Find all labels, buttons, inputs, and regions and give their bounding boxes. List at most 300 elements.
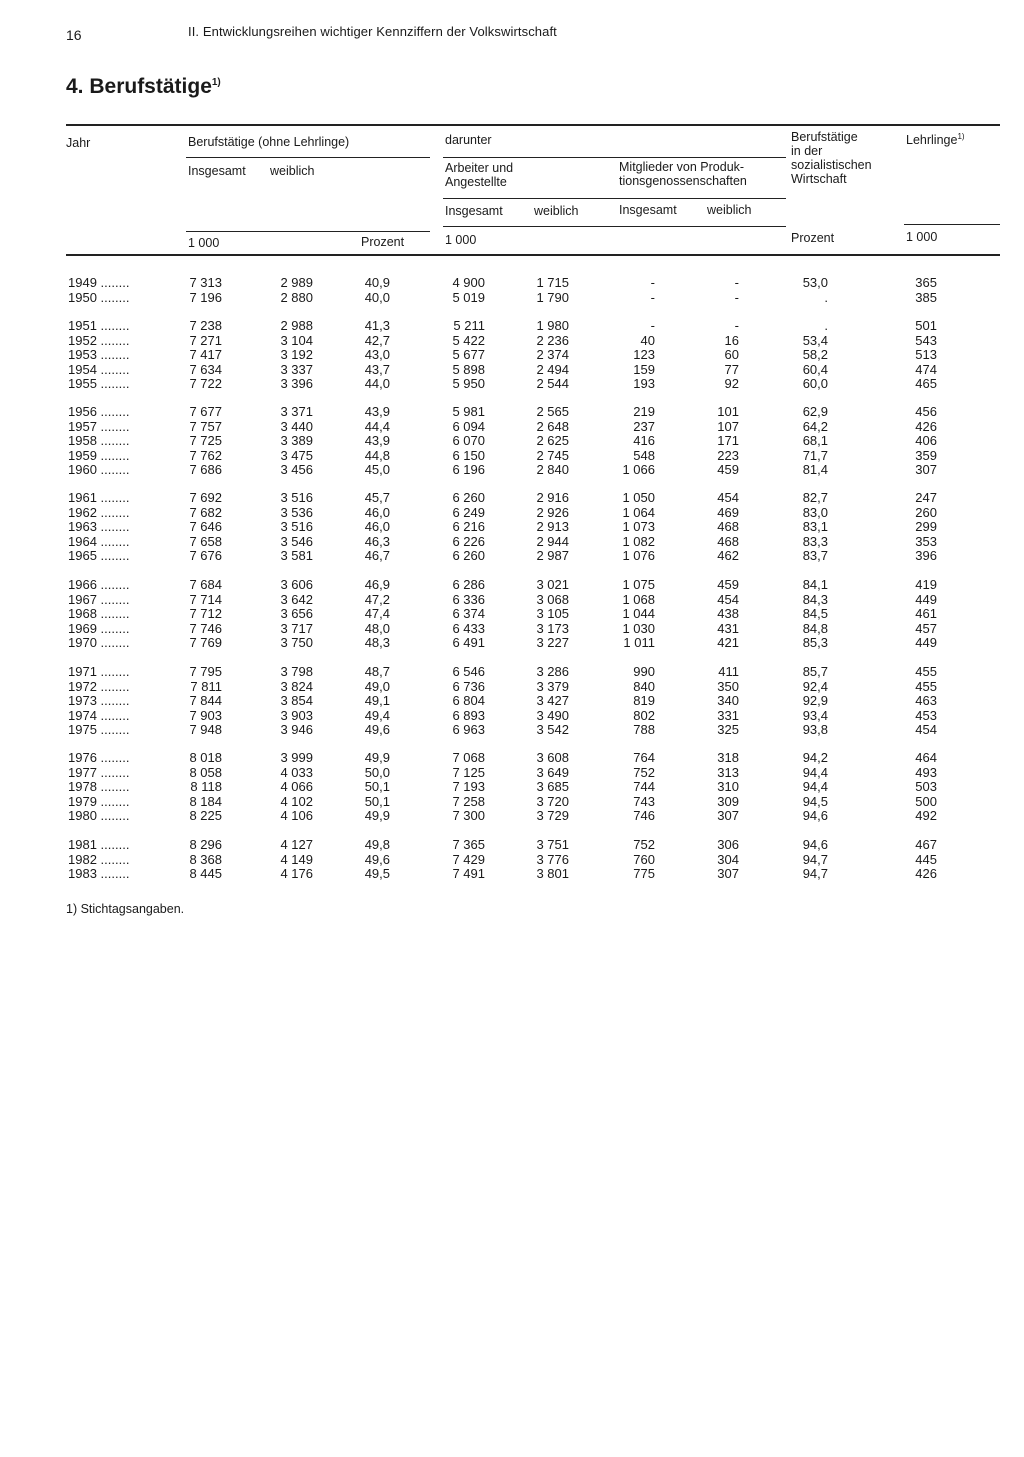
cell-arbeiter-insgesamt: 6 094 bbox=[452, 418, 485, 434]
cell-arbeiter-insgesamt: 6 804 bbox=[452, 693, 485, 708]
cell-mitglieder-insgesamt: 802 bbox=[633, 707, 655, 723]
cell-insgesamt: 7 769 bbox=[189, 635, 222, 650]
cell-mitglieder-insgesamt: - bbox=[650, 275, 655, 290]
cell-lehrlinge: 453 bbox=[915, 707, 937, 723]
cell-mitglieder-weiblich: 223 bbox=[717, 447, 739, 463]
cell-mitglieder-insgesamt: 990 bbox=[633, 664, 655, 679]
cell-arbeiter-insgesamt: 6 226 bbox=[452, 533, 485, 549]
cell-arbeiter-weiblich: 2 987 bbox=[536, 548, 569, 563]
cell-weiblich: 3 516 bbox=[280, 519, 313, 534]
cell-sozial-prozent: 85,3 bbox=[802, 635, 828, 650]
cell-insgesamt: 7 238 bbox=[189, 318, 222, 333]
cell-mitglieder-weiblich: 411 bbox=[718, 664, 739, 679]
cell-jahr: 1959 ........ bbox=[68, 447, 130, 463]
cell-arbeiter-weiblich: 3 227 bbox=[536, 635, 569, 650]
cell-lehrlinge: 465 bbox=[915, 376, 937, 391]
cell-sozial-prozent: 94,7 bbox=[802, 866, 828, 881]
cell-insgesamt: 8 118 bbox=[190, 779, 222, 794]
cell-arbeiter-weiblich: 2 625 bbox=[536, 433, 569, 448]
cell-sozial-prozent: 92,9 bbox=[802, 693, 828, 708]
cell-jahr: 1978 ........ bbox=[68, 779, 130, 794]
cell-lehrlinge: 454 bbox=[915, 722, 937, 737]
cell-arbeiter-insgesamt: 5 898 bbox=[452, 361, 485, 377]
cell-weiblich: 3 371 bbox=[280, 404, 313, 419]
cell-weiblich: 4 127 bbox=[280, 837, 313, 852]
darunter-group-rule bbox=[443, 157, 786, 158]
cell-weiblich: 4 102 bbox=[280, 793, 313, 809]
cell-mitglieder-insgesamt: 1 011 bbox=[623, 635, 655, 650]
col-mitglieder-line2: tionsgenossenschaften bbox=[619, 174, 747, 188]
cell-lehrlinge: 513 bbox=[915, 347, 937, 362]
cell-mitglieder-weiblich: - bbox=[734, 275, 739, 290]
cell-prozent: 48,7 bbox=[364, 664, 390, 679]
page-number: 16 bbox=[66, 27, 82, 43]
cell-sozial-prozent: 83,7 bbox=[802, 548, 828, 563]
cell-prozent: 46,7 bbox=[364, 548, 390, 563]
cell-insgesamt: 8 445 bbox=[189, 866, 222, 881]
cell-arbeiter-insgesamt: 5 019 bbox=[452, 289, 485, 305]
cell-mitglieder-insgesamt: - bbox=[650, 289, 655, 305]
cell-jahr: 1969 ........ bbox=[68, 620, 130, 636]
cell-prozent: 47,2 bbox=[364, 591, 390, 607]
cell-jahr: 1956 ........ bbox=[68, 404, 130, 419]
cell-jahr: 1950 ........ bbox=[68, 289, 130, 305]
cell-jahr: 1976 ........ bbox=[68, 750, 130, 765]
cell-weiblich: 3 717 bbox=[280, 620, 313, 636]
cell-lehrlinge: 396 bbox=[915, 548, 937, 563]
cell-weiblich: 3 642 bbox=[280, 591, 313, 607]
cell-insgesamt: 7 677 bbox=[189, 404, 222, 419]
cell-lehrlinge: 543 bbox=[915, 332, 937, 348]
cell-jahr: 1964 ........ bbox=[68, 533, 130, 549]
cell-mitglieder-weiblich: 307 bbox=[717, 866, 739, 881]
cell-arbeiter-weiblich: 3 720 bbox=[536, 793, 569, 809]
cell-mitglieder-weiblich: 468 bbox=[717, 533, 739, 549]
cell-arbeiter-insgesamt: 4 900 bbox=[452, 275, 485, 290]
cell-mitglieder-insgesamt: 1 076 bbox=[622, 548, 655, 563]
cell-prozent: 43,7 bbox=[364, 361, 390, 377]
cell-insgesamt: 7 725 bbox=[189, 433, 222, 448]
cell-mitglieder-weiblich: 306 bbox=[717, 837, 739, 852]
cell-prozent: 49,6 bbox=[364, 722, 390, 737]
cell-prozent: 49,5 bbox=[364, 866, 390, 881]
cell-sozial-prozent: 82,7 bbox=[802, 490, 828, 505]
cell-mitglieder-weiblich: - bbox=[734, 318, 739, 333]
cell-lehrlinge: 247 bbox=[915, 490, 937, 505]
cell-jahr: 1973 ........ bbox=[68, 693, 130, 708]
cell-mitglieder-weiblich: 454 bbox=[717, 490, 739, 505]
cell-sozial-prozent: 94,5 bbox=[802, 793, 828, 809]
cell-insgesamt: 8 296 bbox=[189, 837, 222, 852]
cell-mitglieder-insgesamt: 548 bbox=[633, 447, 655, 463]
table-title-text: 4. Berufstätige bbox=[66, 75, 212, 98]
cell-arbeiter-insgesamt: 6 433 bbox=[452, 620, 485, 636]
cell-lehrlinge: 493 bbox=[915, 764, 937, 780]
cell-mitglieder-weiblich: 101 bbox=[717, 404, 739, 419]
cell-prozent: 49,4 bbox=[364, 707, 390, 723]
cell-jahr: 1971 ........ bbox=[68, 664, 130, 679]
cell-lehrlinge: 461 bbox=[915, 606, 937, 621]
cell-arbeiter-weiblich: 2 565 bbox=[536, 404, 569, 419]
cell-arbeiter-insgesamt: 6 196 bbox=[452, 462, 485, 477]
cell-prozent: 44,0 bbox=[364, 376, 390, 391]
cell-insgesamt: 7 746 bbox=[189, 620, 222, 636]
cell-mitglieder-insgesamt: 1 073 bbox=[622, 519, 655, 534]
cell-lehrlinge: 419 bbox=[915, 577, 937, 592]
cell-weiblich: 3 903 bbox=[280, 707, 313, 723]
cell-mitglieder-weiblich: 468 bbox=[717, 519, 739, 534]
cell-sozial-prozent: 83,0 bbox=[802, 504, 828, 520]
cell-arbeiter-insgesamt: 6 216 bbox=[452, 519, 485, 534]
cell-lehrlinge: 467 bbox=[915, 837, 937, 852]
cell-sozial-prozent: 84,3 bbox=[802, 591, 828, 607]
cell-arbeiter-weiblich: 3 751 bbox=[536, 837, 569, 852]
cell-prozent: 50,1 bbox=[364, 779, 390, 794]
cell-mitglieder-insgesamt: 193 bbox=[633, 376, 655, 391]
cell-arbeiter-weiblich: 3 729 bbox=[536, 808, 569, 823]
cell-mitglieder-insgesamt: 1 030 bbox=[622, 620, 655, 636]
cell-jahr: 1961 ........ bbox=[68, 490, 130, 505]
cell-lehrlinge: 500 bbox=[915, 793, 937, 809]
cell-sozial-prozent: 94,6 bbox=[802, 808, 828, 823]
unit-1000-a: 1 000 bbox=[188, 236, 220, 250]
cell-arbeiter-insgesamt: 6 336 bbox=[452, 591, 485, 607]
cell-lehrlinge: 501 bbox=[915, 318, 937, 333]
cell-sozial-prozent: 94,4 bbox=[802, 779, 828, 794]
cell-sozial-prozent: 84,1 bbox=[802, 577, 828, 592]
cell-arbeiter-weiblich: 2 745 bbox=[536, 447, 569, 463]
cell-mitglieder-insgesamt: 1 050 bbox=[622, 490, 655, 505]
cell-arbeiter-weiblich: 2 648 bbox=[536, 418, 569, 434]
cell-prozent: 49,1 bbox=[364, 693, 390, 708]
cell-jahr: 1958 ........ bbox=[68, 433, 130, 448]
cell-weiblich: 2 989 bbox=[280, 275, 313, 290]
cell-arbeiter-insgesamt: 7 365 bbox=[452, 837, 485, 852]
unit-1000-c: 1 000 bbox=[906, 230, 938, 244]
cell-mitglieder-weiblich: 318 bbox=[717, 750, 739, 765]
cell-mitglieder-weiblich: 304 bbox=[717, 851, 739, 867]
cell-weiblich: 3 475 bbox=[280, 447, 313, 463]
col-weiblich: weiblich bbox=[270, 164, 315, 178]
cell-prozent: 47,4 bbox=[364, 606, 390, 621]
cell-weiblich: 3 104 bbox=[280, 332, 313, 348]
cell-weiblich: 3 581 bbox=[280, 548, 313, 563]
cell-sozial-prozent: 83,1 bbox=[802, 519, 828, 534]
cell-insgesamt: 7 712 bbox=[189, 606, 222, 621]
cell-prozent: 43,9 bbox=[364, 404, 390, 419]
cell-sozial-prozent: 71,7 bbox=[802, 447, 828, 463]
cell-jahr: 1972 ........ bbox=[68, 678, 130, 694]
cell-lehrlinge: 463 bbox=[915, 693, 937, 708]
cell-sozial-prozent: 68,1 bbox=[802, 433, 828, 448]
cell-arbeiter-weiblich: 3 685 bbox=[536, 779, 569, 794]
cell-prozent: 49,0 bbox=[364, 678, 390, 694]
cell-weiblich: 3 516 bbox=[280, 490, 313, 505]
cell-weiblich: 2 988 bbox=[280, 318, 313, 333]
top-rule bbox=[66, 124, 1000, 126]
cell-weiblich: 3 396 bbox=[280, 376, 313, 391]
cell-arbeiter-insgesamt: 6 249 bbox=[452, 504, 485, 520]
cell-weiblich: 3 606 bbox=[280, 577, 313, 592]
cell-sozial-prozent: 62,9 bbox=[802, 404, 828, 419]
cell-jahr: 1955 ........ bbox=[68, 376, 130, 391]
cell-arbeiter-insgesamt: 6 374 bbox=[452, 606, 485, 621]
cell-arbeiter-insgesamt: 5 981 bbox=[452, 404, 485, 419]
cell-weiblich: 3 536 bbox=[280, 504, 313, 520]
cell-weiblich: 3 337 bbox=[280, 361, 313, 377]
cell-weiblich: 4 106 bbox=[280, 808, 313, 823]
cell-weiblich: 4 176 bbox=[280, 866, 313, 881]
cell-arbeiter-insgesamt: 7 068 bbox=[452, 750, 485, 765]
cell-insgesamt: 7 417 bbox=[189, 347, 222, 362]
cell-arbeiter-weiblich: 1 715 bbox=[536, 275, 569, 290]
cell-jahr: 1982 ........ bbox=[68, 851, 130, 867]
cell-prozent: 49,9 bbox=[364, 808, 390, 823]
cell-mitglieder-insgesamt: 1 044 bbox=[622, 606, 655, 621]
cell-arbeiter-insgesamt: 6 736 bbox=[452, 678, 485, 694]
cell-prozent: 49,8 bbox=[364, 837, 390, 852]
cell-jahr: 1979 ........ bbox=[68, 793, 130, 809]
cell-mitglieder-insgesamt: 1 082 bbox=[622, 533, 655, 549]
col-sozial-line3: sozialistischen bbox=[791, 158, 872, 172]
cell-prozent: 46,0 bbox=[364, 504, 390, 520]
cell-lehrlinge: 353 bbox=[915, 533, 937, 549]
unit-prozent-b: Prozent bbox=[791, 231, 835, 245]
cell-prozent: 44,8 bbox=[364, 447, 390, 463]
cell-arbeiter-weiblich: 3 776 bbox=[536, 851, 569, 867]
cell-arbeiter-weiblich: 3 286 bbox=[536, 664, 569, 679]
cell-lehrlinge: 455 bbox=[915, 664, 937, 679]
cell-mitglieder-insgesamt: 1 064 bbox=[622, 504, 655, 520]
cell-lehrlinge: 426 bbox=[915, 866, 937, 881]
cell-arbeiter-weiblich: 3 105 bbox=[536, 606, 569, 621]
cell-prozent: 41,3 bbox=[364, 318, 390, 333]
cell-prozent: 48,0 bbox=[364, 620, 390, 636]
cell-arbeiter-weiblich: 3 490 bbox=[536, 707, 569, 723]
cell-mitglieder-insgesamt: 743 bbox=[633, 793, 655, 809]
cell-insgesamt: 7 686 bbox=[189, 462, 222, 477]
cell-arbeiter-insgesamt: 5 677 bbox=[452, 347, 485, 362]
cell-arbeiter-weiblich: 3 379 bbox=[536, 678, 569, 694]
cell-insgesamt: 7 795 bbox=[189, 664, 222, 679]
cell-lehrlinge: 492 bbox=[915, 808, 937, 823]
cell-lehrlinge: 365 bbox=[915, 275, 937, 290]
cell-weiblich: 3 824 bbox=[280, 678, 313, 694]
unit-prozent-a: Prozent bbox=[361, 235, 405, 249]
col-lehrlinge bbox=[906, 130, 965, 147]
cell-jahr: 1970 ........ bbox=[68, 635, 130, 650]
cell-prozent: 42,7 bbox=[364, 332, 390, 348]
cell-insgesamt: 7 844 bbox=[189, 693, 222, 708]
cell-arbeiter-weiblich: 2 944 bbox=[536, 533, 569, 549]
cell-insgesamt: 8 018 bbox=[189, 750, 222, 765]
unit-rule-right bbox=[904, 224, 1000, 225]
cell-weiblich: 3 999 bbox=[280, 750, 313, 765]
cell-sozial-prozent: 94,6 bbox=[802, 837, 828, 852]
cell-prozent: 49,9 bbox=[364, 750, 390, 765]
cell-prozent: 40,9 bbox=[364, 275, 390, 290]
cell-prozent: 48,3 bbox=[364, 635, 390, 650]
cell-weiblich: 2 880 bbox=[280, 289, 313, 305]
cell-arbeiter-insgesamt: 7 491 bbox=[452, 866, 485, 881]
cell-mitglieder-insgesamt: 159 bbox=[633, 361, 655, 377]
cell-mitglieder-weiblich: 469 bbox=[717, 504, 739, 520]
cell-jahr: 1975 ........ bbox=[68, 722, 130, 737]
cell-insgesamt: 7 757 bbox=[189, 418, 222, 434]
cell-prozent: 50,1 bbox=[364, 793, 390, 809]
col-mitglieder-line1: Mitglieder von Produk- bbox=[619, 160, 745, 174]
cell-lehrlinge: 307 bbox=[915, 462, 937, 477]
cell-jahr: 1960 ........ bbox=[68, 462, 130, 477]
cell-prozent: 43,9 bbox=[364, 433, 390, 448]
unit-1000-b: 1 000 bbox=[445, 233, 477, 247]
cell-weiblich: 3 389 bbox=[280, 433, 313, 448]
cell-mitglieder-weiblich: 325 bbox=[717, 722, 739, 737]
col-darunter: darunter bbox=[445, 133, 492, 147]
cell-lehrlinge: 385 bbox=[915, 289, 937, 305]
cell-weiblich: 3 854 bbox=[280, 693, 313, 708]
cell-insgesamt: 7 634 bbox=[189, 361, 222, 377]
cell-lehrlinge: 503 bbox=[915, 779, 937, 794]
cell-arbeiter-weiblich: 1 790 bbox=[536, 289, 569, 305]
cell-sozial-prozent: 64,2 bbox=[802, 418, 828, 434]
cell-insgesamt: 7 948 bbox=[189, 722, 222, 737]
cell-jahr: 1966 ........ bbox=[68, 577, 130, 592]
cell-lehrlinge: 359 bbox=[915, 447, 937, 463]
cell-arbeiter-weiblich: 2 236 bbox=[536, 332, 569, 348]
cell-sozial-prozent: 84,8 bbox=[802, 620, 828, 636]
cell-lehrlinge: 474 bbox=[915, 361, 937, 377]
cell-mitglieder-insgesamt: 752 bbox=[633, 837, 655, 852]
cell-mitglieder-insgesamt: 775 bbox=[633, 866, 655, 881]
cell-arbeiter-weiblich: 3 542 bbox=[536, 722, 569, 737]
cell-weiblich: 3 192 bbox=[280, 347, 313, 362]
cell-arbeiter-weiblich: 3 068 bbox=[536, 591, 569, 607]
cell-mitglieder-insgesamt: 764 bbox=[633, 750, 655, 765]
cell-arbeiter-insgesamt: 7 300 bbox=[452, 808, 485, 823]
cell-arbeiter-weiblich: 3 173 bbox=[536, 620, 569, 636]
cell-mitglieder-insgesamt: 416 bbox=[633, 433, 655, 448]
cell-arbeiter-weiblich: 2 374 bbox=[536, 347, 569, 362]
cell-prozent: 49,6 bbox=[364, 851, 390, 867]
cell-lehrlinge: 406 bbox=[915, 433, 937, 448]
cell-mitglieder-insgesamt: 752 bbox=[633, 764, 655, 780]
cell-mitglieder-insgesamt: 744 bbox=[633, 779, 655, 794]
cell-mitglieder-weiblich: 421 bbox=[717, 635, 739, 650]
cell-jahr: 1981 ........ bbox=[68, 837, 130, 852]
cell-arbeiter-weiblich: 3 801 bbox=[536, 866, 569, 881]
cell-arbeiter-insgesamt: 6 963 bbox=[452, 722, 485, 737]
unit-rule-left bbox=[186, 231, 430, 232]
cell-jahr: 1983 ........ bbox=[68, 866, 130, 881]
cell-lehrlinge: 449 bbox=[915, 591, 937, 607]
cell-jahr: 1974 ........ bbox=[68, 707, 130, 723]
cell-insgesamt: 7 313 bbox=[189, 275, 222, 290]
cell-arbeiter-insgesamt: 6 546 bbox=[452, 664, 485, 679]
cell-mitglieder-weiblich: 77 bbox=[724, 361, 739, 377]
cell-jahr: 1968 ........ bbox=[68, 606, 130, 621]
cell-mitglieder-weiblich: 431 bbox=[717, 620, 739, 636]
cell-arbeiter-weiblich: 3 608 bbox=[536, 750, 569, 765]
cell-arbeiter-insgesamt: 7 429 bbox=[452, 851, 485, 867]
cell-mitglieder-weiblich: 60 bbox=[724, 347, 739, 362]
cell-lehrlinge: 445 bbox=[915, 851, 937, 867]
cell-insgesamt: 8 225 bbox=[189, 808, 222, 823]
col-insgesamt: Insgesamt bbox=[188, 164, 246, 178]
cell-insgesamt: 7 646 bbox=[189, 519, 222, 534]
cell-arbeiter-insgesamt: 7 258 bbox=[452, 793, 485, 809]
cell-arbeiter-insgesamt: 6 260 bbox=[452, 548, 485, 563]
cell-insgesamt: 7 676 bbox=[189, 548, 222, 563]
cell-arbeiter-insgesamt: 6 893 bbox=[452, 707, 485, 723]
cell-insgesamt: 7 722 bbox=[189, 376, 222, 391]
cell-mitglieder-weiblich: 438 bbox=[717, 606, 739, 621]
cell-arbeiter-weiblich: 2 494 bbox=[536, 361, 569, 377]
cell-arbeiter-weiblich: 1 980 bbox=[536, 318, 569, 333]
cell-sozial-prozent: 53,0 bbox=[802, 275, 828, 290]
cell-weiblich: 3 440 bbox=[280, 418, 313, 434]
col-sub-insgesamt-a: Insgesamt bbox=[445, 204, 503, 218]
cell-prozent: 44,4 bbox=[364, 418, 390, 434]
cell-sozial-prozent: 84,5 bbox=[802, 606, 828, 621]
cell-weiblich: 3 798 bbox=[280, 664, 313, 679]
cell-mitglieder-weiblich: 92 bbox=[724, 376, 739, 391]
running-title: II. Entwicklungsreihen wichtiger Kennziffern der Volkswirtschaft bbox=[188, 24, 557, 39]
cell-arbeiter-weiblich: 2 926 bbox=[536, 504, 569, 520]
cell-mitglieder-weiblich: 309 bbox=[717, 793, 739, 809]
cell-mitglieder-weiblich: 107 bbox=[717, 418, 739, 434]
cell-jahr: 1963 ........ bbox=[68, 519, 130, 534]
cell-mitglieder-insgesamt: 40 bbox=[640, 332, 655, 348]
cell-mitglieder-weiblich: 454 bbox=[717, 591, 739, 607]
footnote: 1) Stichtagsangaben. bbox=[66, 902, 185, 916]
cell-weiblich: 4 033 bbox=[280, 764, 313, 780]
cell-arbeiter-weiblich: 3 021 bbox=[536, 577, 569, 592]
cell-mitglieder-weiblich: 171 bbox=[717, 433, 739, 448]
col-sozial-line1: Berufstätige bbox=[791, 130, 858, 144]
cell-mitglieder-insgesamt: 237 bbox=[633, 418, 655, 434]
cell-weiblich: 4 149 bbox=[280, 851, 313, 867]
col-berufstaetige: Berufstätige (ohne Lehrlinge) bbox=[188, 135, 350, 149]
cell-arbeiter-weiblich: 2 840 bbox=[536, 462, 569, 477]
cell-weiblich: 3 546 bbox=[280, 533, 313, 549]
cell-jahr: 1965 ........ bbox=[68, 548, 130, 563]
cell-jahr: 1949 ........ bbox=[68, 275, 130, 290]
cell-arbeiter-insgesamt: 7 193 bbox=[452, 779, 485, 794]
cell-weiblich: 3 456 bbox=[280, 462, 313, 477]
cell-sozial-prozent: 83,3 bbox=[802, 533, 828, 549]
cell-weiblich: 3 946 bbox=[280, 722, 313, 737]
col-jahr: Jahr bbox=[66, 136, 91, 150]
cell-sozial-prozent: 53,4 bbox=[802, 332, 828, 348]
cell-sozial-prozent: 60,4 bbox=[802, 361, 828, 377]
cell-mitglieder-weiblich: 16 bbox=[724, 332, 739, 348]
cell-insgesamt: 8 184 bbox=[189, 793, 222, 809]
col-lehrlinge-text: Lehrlinge bbox=[906, 133, 958, 148]
cell-mitglieder-insgesamt: 760 bbox=[633, 851, 655, 867]
cell-insgesamt: 7 811 bbox=[190, 678, 222, 694]
cell-weiblich: 3 656 bbox=[280, 606, 313, 621]
cell-sozial-prozent: 94,2 bbox=[802, 750, 828, 765]
cell-sozial-prozent: 60,0 bbox=[802, 376, 828, 391]
cell-prozent: 40,0 bbox=[364, 289, 390, 305]
cell-sozial-prozent: 94,4 bbox=[802, 764, 828, 780]
cell-insgesamt: 7 714 bbox=[189, 591, 222, 607]
cell-lehrlinge: 426 bbox=[915, 418, 937, 434]
cell-jahr: 1953 ........ bbox=[68, 347, 130, 362]
cell-insgesamt: 8 368 bbox=[189, 851, 222, 867]
cell-arbeiter-weiblich: 2 916 bbox=[536, 490, 569, 505]
